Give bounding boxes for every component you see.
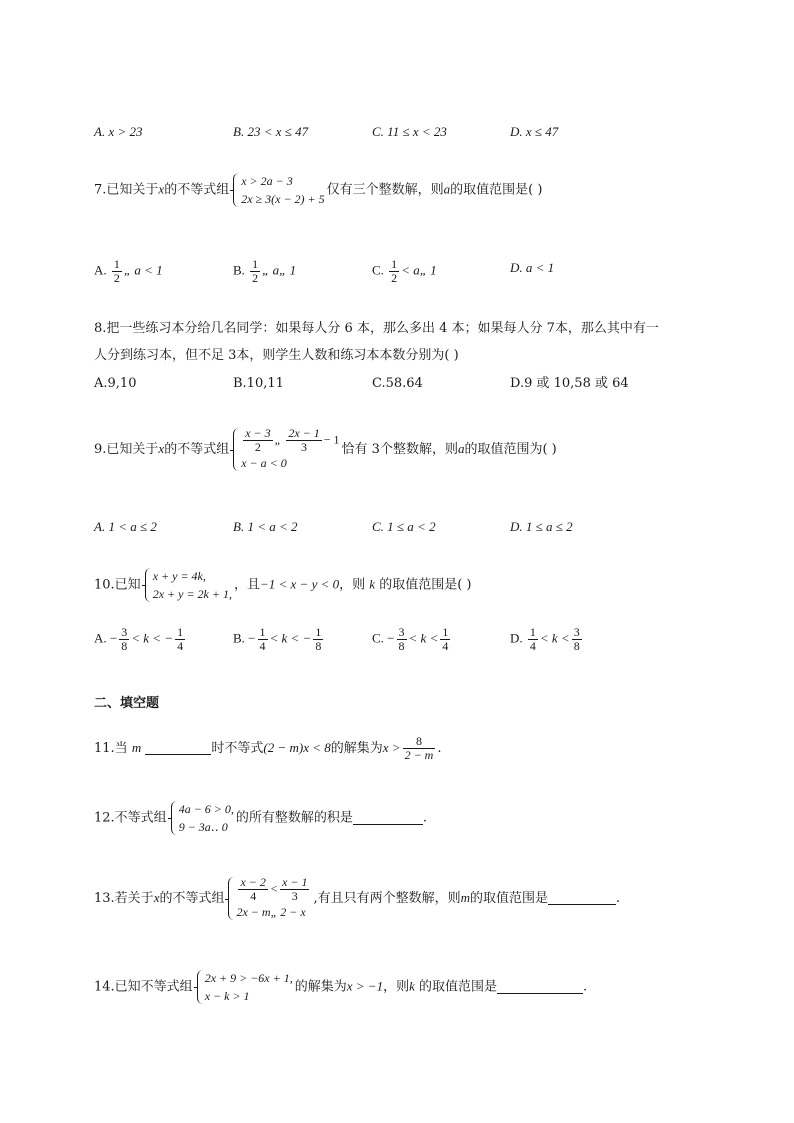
q10-system — [143, 567, 232, 603]
q7-mid: 的不等式组 — [164, 182, 230, 198]
question-12: 12.不等式组 4a − 6 > 0, 9 − 3a‥ 0 的所有整数解的积是 . — [94, 802, 428, 834]
q7-option-c: C. $\frac{1}{2}$ < a„ 1 — [372, 257, 437, 285]
q14-var-k: k — [409, 978, 415, 994]
q10-tail-1: ，则 — [339, 577, 366, 593]
q10-eq-2: 2x + y = 2k + 1, — [152, 587, 232, 601]
q14-system — [195, 969, 293, 1005]
question-14: 14.已知不等式组 2x + 9 > −6x + 1, x − k > 1 的解集为x > −1，则k 的取值范围是 . — [94, 971, 588, 1003]
q9-ineq-1: $\frac{x - 3}{2}$ „ $\frac{2x - 1}{3}$ − 1 — [245, 426, 340, 454]
question-11: 11.当 m 时不等式(2 − m)x < 8的解集为x > $\frac{8}{2 - m}$ . — [94, 734, 442, 762]
q9-prefix: 9.已知关于 — [94, 442, 159, 457]
q13-ineq-2: 2x − m„ 2 − x — [236, 905, 306, 919]
q10-mid: ，且 — [233, 577, 260, 593]
q10-option-d: D. $\frac{1}{4}$ < k < $\frac{3}{8}$ — [510, 625, 580, 653]
q9-option-d: D. 1 ≤ a ≤ 2 — [510, 519, 573, 534]
q7-option-a: A. $\frac{1}{2}$ „ a < 1 — [94, 257, 163, 285]
q11-fraction: $\frac{8}{2 - m}$ — [404, 734, 434, 762]
q7-tail-2: 的取值范围是( ) — [450, 182, 543, 198]
q8-option-c: C.58.64 — [372, 376, 423, 391]
q13-var-x: x — [153, 890, 160, 905]
q13-tail-2: 的取值范围是 — [470, 891, 549, 906]
q9-ineq-2: x − a < 0 — [241, 456, 287, 470]
q8-line-2: 人分到练习本，但不足 3本，则学生人数和练习本本数分别为( ) — [94, 348, 459, 363]
question-7 — [94, 172, 542, 208]
q12-ineq-1: 4a − 6 > 0, — [178, 802, 234, 816]
q14-ineq-2: x − k > 1 — [204, 989, 250, 1003]
q9-tail-2: 的取值范围为( ) — [464, 442, 557, 457]
q14-tail-3: 的取值范围是 — [419, 979, 498, 995]
q11-inequality: (2 − m)x < 8 — [263, 740, 331, 755]
q13-mid: 的不等式组 — [159, 891, 225, 906]
q10-prefix: 10.已知 — [94, 577, 141, 593]
q13-prefix: 13.若关于 — [94, 891, 154, 906]
q14-tail-1: 的解集为 — [294, 979, 347, 995]
q7-var-x: x — [158, 181, 165, 197]
q13-ineq-1: $\frac{x - 2}{4}$ < $\frac{x - 1}{3}$ — [240, 875, 308, 903]
q11-prefix: 11.当 — [94, 741, 128, 756]
q8-option-d: D.9 或 10,58 或 64 — [510, 376, 629, 391]
q6-option-a: A. x > 23 — [94, 124, 143, 139]
q10-tail-2: 的取值范围是( ) — [379, 577, 472, 593]
q7-tail-1: 仅有三个整数解，则 — [326, 182, 444, 198]
q14-solution: x > −1 — [346, 978, 384, 994]
q10-option-a: A. − $\frac{3}{8}$ < k < − $\frac{1}{4}$ — [94, 625, 184, 653]
q14-answer-blank[interactable] — [497, 979, 583, 994]
q10-option-c: C. − $\frac{3}{8}$ < k < $\frac{1}{4}$ — [372, 625, 449, 653]
q7-var-a: a — [443, 181, 451, 197]
q9-option-c: C. 1 ≤ a < 2 — [372, 519, 436, 534]
q14-prefix: 14.已知不等式组 — [94, 979, 193, 995]
q7-option-b: B. $\frac{1}{2}$ „ a„ 1 — [233, 257, 297, 285]
q6-option-c: C. 11 ≤ x < 23 — [372, 124, 447, 139]
q14-tail-2: ，则 — [383, 979, 410, 995]
q13-tail-1: ,有且只有两个整数解，则 — [313, 891, 461, 906]
q8-option-b: B.10,11 — [233, 376, 284, 391]
q9-option-a: A. 1 < a ≤ 2 — [94, 519, 157, 534]
section-fill-in-blank-title: 二、填空题 — [94, 696, 160, 711]
q10-condition: −1 < x − y < 0 — [259, 576, 340, 592]
q11-answer-blank[interactable] — [145, 740, 211, 755]
q6-option-b: B. 23 < x ≤ 47 — [233, 124, 309, 139]
q10-option-b: B. − $\frac{1}{4}$ < k < − $\frac{1}{8}$ — [233, 625, 322, 653]
q10-eq-1: x + y = 4k, — [152, 569, 206, 583]
q9-var-x: x — [158, 441, 165, 456]
q13-var-m: m — [460, 890, 470, 905]
q13-system — [226, 876, 311, 921]
q11-tail: 的解集为 — [330, 741, 383, 756]
q12-ineq-2: 9 − 3a‥ 0 — [178, 820, 228, 834]
q9-var-a: a — [457, 441, 465, 456]
q13-answer-blank[interactable] — [548, 890, 616, 905]
q6-option-d: D. x ≤ 47 — [510, 124, 559, 139]
q8-line-1: 8.把一些练习本分给几名同学：如果每人分 6 本，那么多出 4 本；如果每人分 7本，那么其中有一 — [94, 321, 659, 336]
q9-option-b: B. 1 < a < 2 — [233, 519, 298, 534]
q9-tail-1: 恰有 3个整数解，则 — [341, 442, 458, 457]
q9-system — [231, 427, 339, 472]
q9-mid: 的不等式组 — [164, 442, 230, 457]
q7-system — [231, 172, 324, 208]
q7-ineq-1: x > 2a − 3 — [241, 174, 293, 188]
question-9 — [94, 427, 557, 472]
q10-var-k: k — [369, 576, 376, 592]
q7-option-d: D. a < 1 — [510, 260, 555, 275]
question-10 — [94, 567, 471, 603]
q7-prefix: 7.已知关于 — [94, 182, 159, 198]
q11-solution: x > — [382, 740, 401, 755]
q14-ineq-1: 2x + 9 > −6x + 1, — [204, 971, 293, 985]
q8-option-a: A.9,10 — [94, 376, 137, 391]
q12-tail: 的所有整数解的积是 — [235, 810, 353, 826]
q11-var-m: m — [131, 740, 142, 755]
q11-mid: 时不等式 — [211, 741, 264, 756]
q12-prefix: 12.不等式组 — [94, 810, 167, 826]
q12-system — [169, 800, 234, 836]
q7-ineq-2: 2x ≥ 3(x − 2) + 5 — [241, 192, 325, 206]
question-13: 13.若关于x的不等式组 $\frac{x - 2}{4}$ < $\frac{x - 1}{3}$ 2x − m„ 2 − x ,有且只有两个整数解，则m的取值范围是 . — [94, 875, 621, 919]
q12-answer-blank[interactable] — [353, 810, 423, 825]
